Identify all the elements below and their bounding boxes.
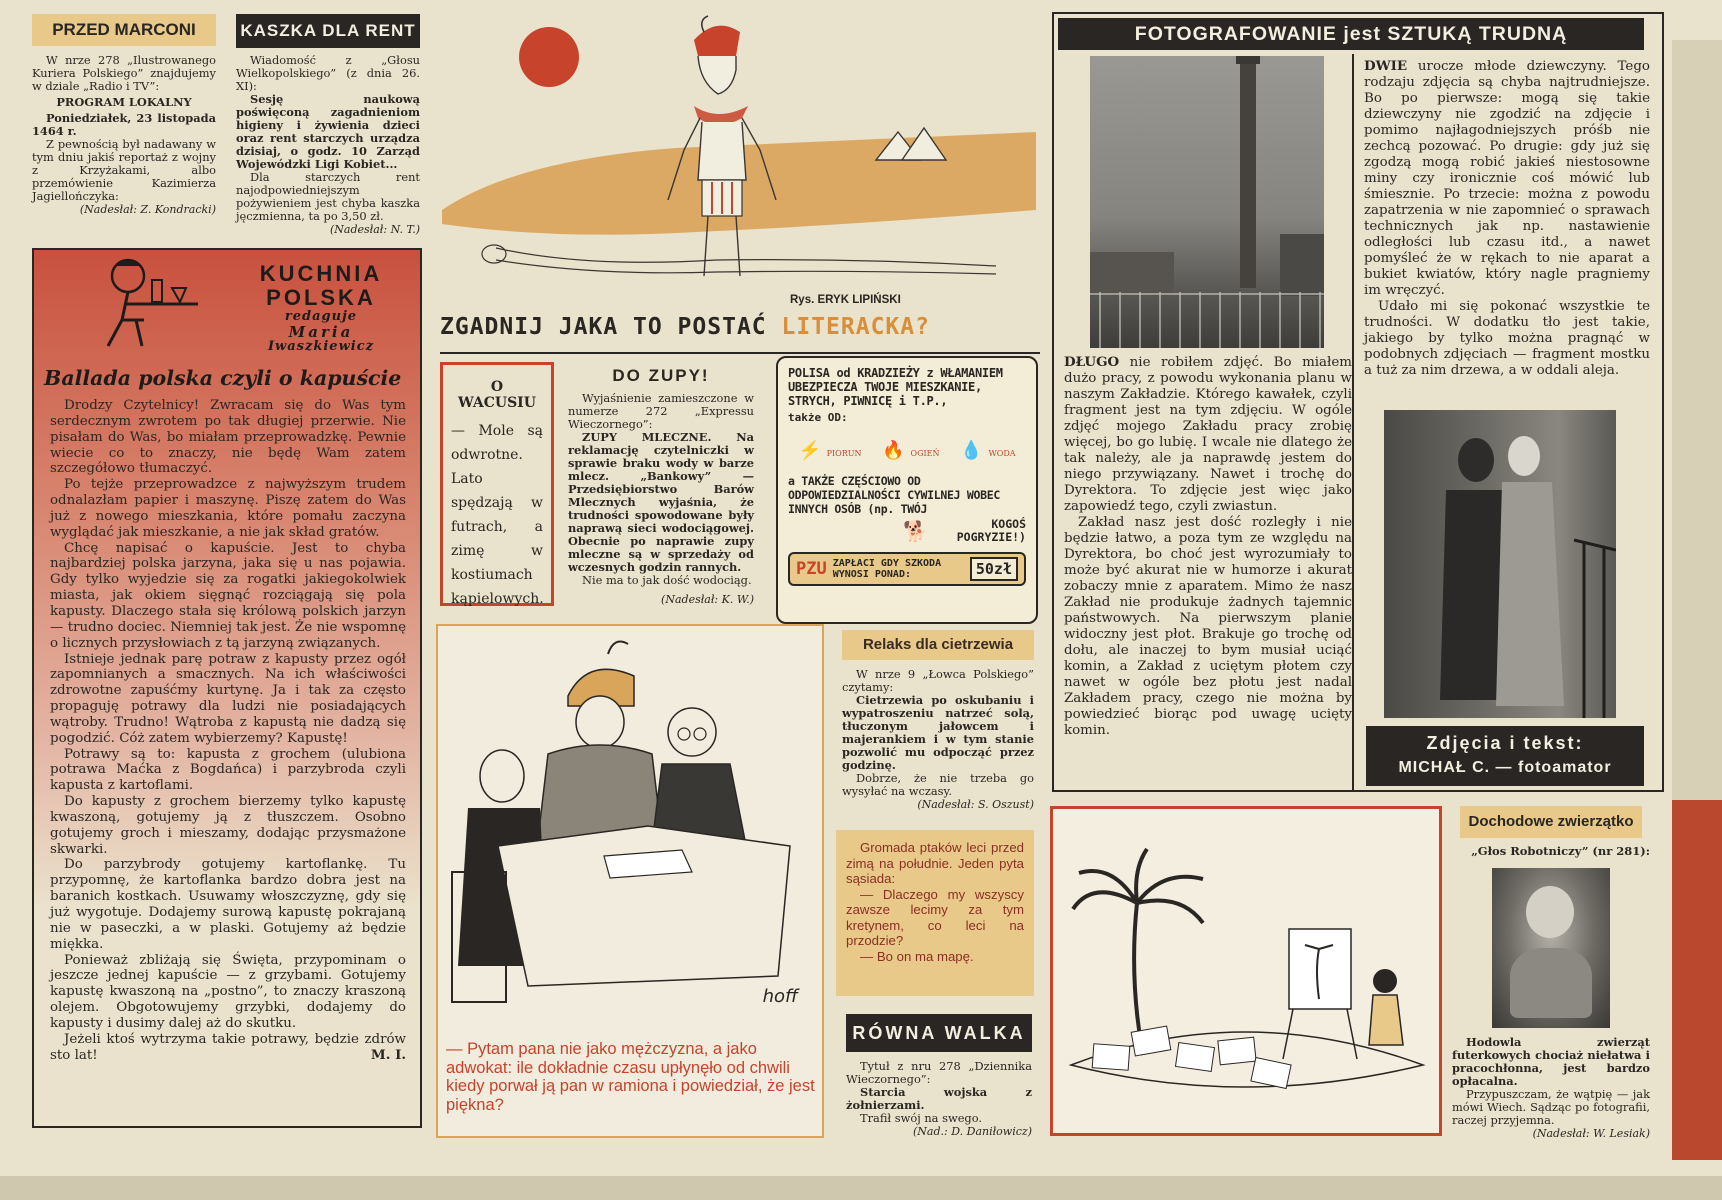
pzu-line-3: a TAKŻE CZĘŚCIOWO OD ODPOWIEDZIALNOŚCI CYWILNEJ WOBEC INNYCH OSÓB (np. TWÓJ — [788, 474, 1000, 516]
kuchnia-editor-1: redaguje — [284, 309, 358, 324]
marconi-title: PRZED MARCONI — [32, 14, 216, 46]
photo-right-body: urocze młode dziewczyny. Tego rodzaju zdjęcia są chyba najtrudniejsze. Bo po pierwsze: mogą się takie dziewczyny nie zgodzić na zdjęcie i pomimo najłagodniejszych próśb nie zechcą pozować. Po drugie: gdy już się zgodzą mogą robić jakieś niestosowne miny czy ironicznie coś mówić lub śmiesznie. Po trzecie: można z powodu zapatrzenia w nie zapomnieć o sprawach technicznych jak np. nastawienie odległości lub czasu itd., a nawet pomyśleć że w rękach to nie aparat a bukiet kwiatów, który nagle pragniemy im wręczyć. — [1364, 59, 1650, 298]
pzu-line-1: POLISA od KRADZIEŻY z WŁAMANIEM UBEZPIECZA TWOJE MIESZKANIE, STRYCH, PIWNICĘ i T.P., — [788, 366, 1003, 408]
photo-right-text — [1364, 58, 1650, 379]
girls-photo — [1384, 410, 1616, 718]
kuchnia-headline: Ballada polska czyli o kapuście — [44, 366, 402, 390]
zupy-body: Nie ma to jak dość wodociąg. — [582, 573, 752, 587]
photo-credit-2: MICHAŁ C. — fotoamator — [1398, 759, 1612, 776]
kuchnia-editor-2: Maria — [288, 323, 354, 341]
marconi-sig: (Nadesłał: Z. Kondracki) — [79, 203, 216, 216]
kaszka-body: Dla starczych rent najodpowiedniejszym pożywieniem jest chyba kaszka jęczmienna, ta po 3,50 zł. — [236, 170, 420, 223]
zupy-section — [568, 366, 754, 610]
kuchnia-sig: M. I. — [370, 1046, 406, 1063]
kuchnia-title-2: POLSKA — [266, 285, 376, 310]
pharaoh-illustration — [436, 10, 1044, 300]
dochodowe-quote: Hodowla zwierząt futerkowych chociaż niełatwa i pracochłonna, jest bardzo opłacalna. — [1452, 1035, 1650, 1088]
marconi-section — [32, 14, 216, 236]
divider-line — [440, 352, 1040, 354]
marconi-body: Z pewnością był nadawany w tym dniu jakiś reportaż z wojny z Krzyżakami, albo przemówienie Kazimierza Jagiellończyka: — [32, 137, 216, 203]
pzu-payout — [788, 552, 1026, 586]
wacusiu-title-2: WACUSIU — [458, 395, 536, 411]
kuchnia-para: Ponieważ zbliżają się Święta, przypominam o jeszcze jednej kapuście — z grzybami. Gotujemy kapustę kwaszoną na „postno”, to znaczy kraszoną olejem. Obgotowujemy grzybki, dodajemy do kapusty i dusimy dalej aż do skutku. — [50, 952, 406, 1031]
dochodowe-sig: (Nadesłał: W. Lesiak) — [1532, 1127, 1650, 1140]
kaszka-sig: (Nadesłał: N. T.) — [330, 223, 420, 236]
photo-left-lead: DŁUGO — [1064, 354, 1120, 370]
puzzle-title — [440, 314, 1040, 346]
wacusiu-title-1: O — [490, 379, 504, 395]
water-icon: 💧 WODA — [960, 439, 1016, 461]
kuchnia-editor-3: Iwaszkiewicz — [267, 339, 375, 354]
relaks-section — [842, 630, 1034, 816]
palm-island-illustration — [1053, 809, 1439, 1133]
lawyer-illustration — [438, 636, 822, 1006]
photo-divider — [1352, 54, 1354, 790]
edge-tab-red — [1672, 800, 1722, 1160]
hoff-signature: hoff — [762, 986, 798, 1007]
rowna-sig: (Nad.: D. Daniłowicz) — [913, 1125, 1032, 1138]
photo-left-p2: Zakład nasz jest dość rozległy i nie będzie łatwo, a poza tym ze względu na Dyrektora, bo choć jest wyrozumiały to może być akurat nie w humorze i akurat zobaczy mnie z aparatem. Mimo że nasz Zakład nie produkuje żadnych tajemnic państwowych. Na pierwszym planie widoczny jest płot. Brakuje go trochę od dołu, ale inaczej to bym musiał uciąć komin, a Zakład z uciętym płotem czy nawet w ogóle bez płotu jest nadal Zakładem pracy, czego nie można by powiedzieć biorąc pod uwagę ucięty komin. — [1064, 515, 1352, 738]
relaks-body: Dobrze, że nie trzeba go wysyłać na wczasy. — [842, 771, 1034, 798]
pzu-logo: PZU — [796, 559, 827, 579]
pzu-line-2: także OD: — [788, 411, 848, 424]
relaks-quote: Cietrzewia po oskubaniu i wypatroszeniu natrzeć solą, tłuczonym jałowcem i majerankiem i w tym stanie pozwolić mu odpocząć przez godzinę. — [842, 693, 1034, 772]
relaks-sig: (Nadesłał: S. Oszust) — [917, 798, 1034, 811]
photo-left-text — [1064, 354, 1352, 739]
kuchnia-para: Chcę napisać o kapuście. Jest to chyba najbardziej polska jarzyna, jaka się u nas pojawia. Gdy tylko wyjedzie się za rogatki jakiegokolwiek miasta, jak okiem sięgnąć rozciągają się pola kapusty. Dlaczego stała się królową polskich jarzyn — trudno dociec. Niemniej tak jest. Że nie wspomnę o licznych przysłowiach z tą jarzyną związanych. — [50, 540, 406, 651]
kaszka-quote: Sesję naukową poświęconą zagadnieniom higieny i żywienia dzieci oraz rent starczych urządza dzisiaj, o godz. 10 Zarząd Wojewódzki Ligi Kobiet... — [236, 92, 420, 171]
dochodowe-body: Przypuszczam, że wątpię — jak mówi Wiech. Sądząc po fotografii, raczej przyjemna. — [1452, 1087, 1650, 1127]
lightning-icon: ⚡ PIORUN — [798, 439, 862, 461]
zupy-sig: (Nadesłał: K. W.) — [661, 593, 754, 606]
photo-left-body: nie robiłem zdjęć. Bo miałem dużo pracy, z powodu wykonania planu w naszym Zakładzie. Którego kawałek, czyli fragment jest na tym zdjęciu. W ogóle zdjęć mojego Zakładu pracy zrobię więcej, bo go lubię. I wcale nie dlatego że tak należy, ale ja naprawdę jestem do niego przywiązany. Nawet i trochę do Dyrektora. To zdjęcie jest więc jako zapowiedź tego, czyli zwiastun. — [1064, 355, 1352, 514]
photo-article-title: FOTOGRAFOWANIE jest SZTUKĄ TRUDNĄ — [1058, 18, 1644, 50]
cartoon-credit: Rys. ERYK LIPIŃSKI — [790, 294, 901, 306]
factory-photo — [1090, 56, 1324, 348]
pzu-pays: ZAPŁACI GDY SZKODA WYNOSI PONAD: — [832, 558, 942, 580]
puzzle-title-a: ZGADNIJ JAKA TO POSTAĆ — [440, 314, 767, 340]
rowna-section — [846, 1014, 1032, 1142]
kuchnia-para: Po tejże przeprowadzce z najwyższym trudem odnalazłam papier i maszynę. Piszę zatem do Was już z nowego mieszkania, które pomału zaczyna wyglądać jak mieszkanie, a nie jak skład gratów. — [50, 477, 406, 540]
rowna-quote: Starcia wojska z żołnierzami. — [846, 1085, 1032, 1112]
rowna-intro: Tytuł z nru 278 „Dziennika Wieczornego”: — [846, 1059, 1032, 1086]
zupy-title: DO ZUPY! — [612, 366, 710, 385]
kuchnia-para: Drodzy Czytelnicy! Zwracam się do Was tym serdecznym zwrotem po tak długiej przerwie. Nie pisałam do Was, bo miałam przeprowadzkę. Pewnie wiecie co to znaczy, nie będę Wam zatem szczegółowo tłumaczyć. — [50, 398, 406, 477]
puzzle-title-b: LITERACKA? — [781, 314, 930, 340]
hoff-cartoon — [436, 624, 824, 1138]
edge-tab-dark — [1672, 40, 1722, 800]
palm-cartoon — [1050, 806, 1442, 1136]
kuchnia-title — [236, 262, 406, 354]
ptaki-question: — Dlaczego my wszyscy zawsze lecimy za tym kretynem, co leci na przodzie? — [846, 886, 1024, 948]
pzu-amount: 50zł — [970, 557, 1018, 581]
kuchnia-para: Istnieje jednak parę potraw z kapusty przez ogół zapomnianych a smacznych. Na ich właściwości zdrowotne zapuśćmy kurtynę. Ja i tak za często propaguję potrawy dla ludzi nie posiadających wątroby. Trudno! Wątroba z kapustą nie dadzą się pogodzić. Cóż zatem wybierzemy? Kapustę! — [50, 651, 406, 746]
relaks-intro: W nrze 9 „Łowca Polskiego” czytamy: — [842, 667, 1034, 694]
kuchnia-para: Do parzybrody gotujemy kartoflankę. Tu przypomnę, że kartoflanka bardzo dobra jest na baranich kostkach. Usuwamy włoszczyznę, gdy się już wygotuje. Dodajemy surową kapustę pokrajaną nie w paseczki, a w plaski. Gotujemy aż będzie miękka. — [50, 857, 406, 952]
marconi-head: PROGRAM LOKALNY — [56, 95, 192, 109]
pharaoh-cartoon — [436, 10, 1044, 306]
dochodowe-title: Dochodowe zwierzątko — [1460, 806, 1642, 838]
kaszka-intro: Wiadomość z „Głosu Wielkopolskiego” (z dnia 26. XI): — [236, 53, 420, 93]
hoff-caption: — Pytam pana nie jako mężczyzna, a jako adwokat: ile dokładnie czasu upłynęło od chwili kiedy porwał ją pan w ramiona i powiedział, że jest piękna? — [446, 1040, 815, 1114]
kuchnia-para: Jeżeli ktoś wytrzyma takie potrawy, będzie zdrów sto lat! — [50, 1031, 406, 1063]
ptaki-text: Gromada ptaków leci przed zimą na południe. Jeden pyta sąsiada: — [846, 840, 1024, 886]
rowna-title: RÓWNA WALKA — [846, 1014, 1032, 1052]
marconi-intro: W nrze 278 „Ilustrowanego Kuriera Polskiego” znajdujemy w dziale „Radio i TV”: — [32, 53, 216, 93]
wacusiu-text: — Mole są odwrotne. Lato spędzają w futrach, a zimę w kostiumach kąpielowych. — [451, 423, 544, 607]
ptaki-answer: — Bo on ma mapę. — [860, 948, 974, 964]
pzu-ad — [776, 356, 1038, 624]
zupy-intro: Wyjaśnienie zamieszczone w numerze 272 „Expressu Wieczornego”: — [568, 391, 754, 431]
marconi-date: Poniedziałek, 23 listopada 1464 r. — [32, 111, 216, 138]
rowna-body: Trafił swój na swego. — [860, 1111, 983, 1125]
bottom-scan-strip — [0, 1176, 1722, 1200]
wacusiu-section — [440, 362, 554, 606]
zupy-quote: ZUPY MLECZNE. Na reklamację czytelniczki w sprawie braku wody w barze mlecz. „Bankowy” — Przedsiębiorstwo Barów Mlecznych wyjaśnia, że trudności spowodowane były naprawą sieci wodociągowej. Obecnie po naprawie zupy mleczne są w sprzedaży od wczesnych godzin rannych. — [568, 430, 754, 574]
ptaki-section — [836, 830, 1034, 996]
kuchnia-body — [50, 398, 406, 1063]
kuchnia-para: Do kapusty z grochem bierzemy tylko kapustę kwaszoną, gotujemy ją z tłuszczem. Osobno gotujemy groch i mieszamy, dodając przysmażone skwarki. — [50, 794, 406, 857]
photo-right-lead: DWIE — [1364, 58, 1408, 74]
dochodowe-source: „Głos Robotniczy” (nr 281): — [1471, 844, 1650, 858]
photo-credit-box — [1366, 726, 1644, 786]
dog-icon: 🐕 — [903, 519, 928, 543]
pzu-line-4: KOGOŚ POGRYZIE!) — [956, 517, 1026, 544]
pzu-icons — [788, 428, 1026, 472]
kuchnia-para: Potrawy są to: kapusta z grochem (ulubiona potrawa Maćka z Bogdańca) i parzybroda czyli kapusta z kartoflami. — [50, 746, 406, 794]
fire-icon: 🔥 OGIEŃ — [882, 439, 940, 461]
kuchnia-mascot — [86, 254, 216, 354]
kaszka-title: KASZKA DLA RENT — [236, 14, 420, 48]
dochodowe-section — [1452, 806, 1650, 1152]
photo-right-p2: Udało mi się pokonać wszystkie te trudności. W dodatku tło jest takie, jakiego by tylko można pragnąć w podobnych zdjęciach — fragment mostku a tuż za nim drzewa, a w oddali aleja. — [1364, 299, 1650, 378]
woman-photo — [1492, 868, 1610, 1028]
kuchnia-title-1: KUCHNIA — [259, 261, 383, 286]
relaks-title: Relaks dla cietrzewia — [842, 630, 1034, 660]
kaszka-section — [236, 14, 420, 236]
photo-credit-1: Zdjęcia i tekst: — [1426, 733, 1584, 753]
